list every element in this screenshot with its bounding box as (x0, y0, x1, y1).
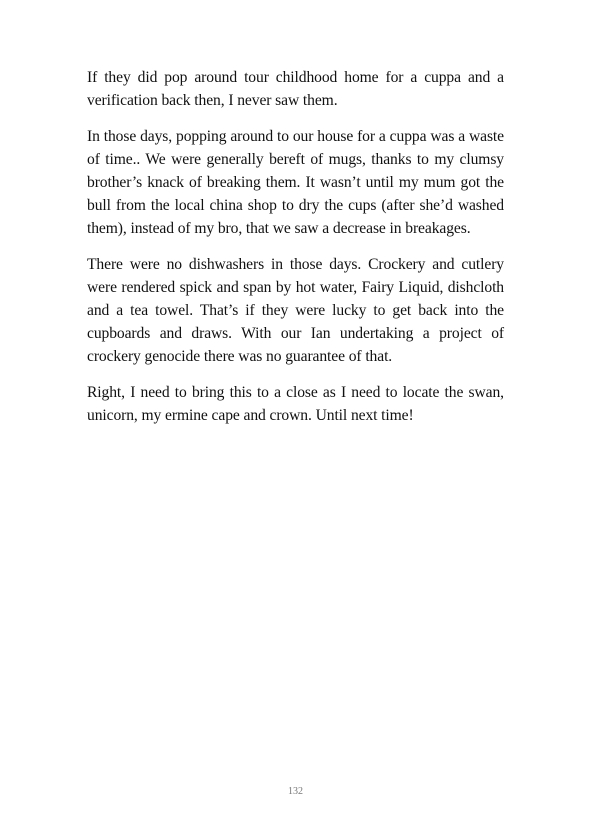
paragraph-2: In those days, popping around to our house for a cuppa was a waste of time.. We were generally bereft of mugs, thanks to my clumsy brother’s knack of breaking them. It wasn’t until my mum got the bull from the local china shop to dry the cups (after she’d washed them), instead of my bro, that we saw a decrease in breakages. (87, 128, 504, 237)
paragraph-1: If they did pop around tour childhood home for a cuppa and a verification back then, I never saw them. (87, 69, 504, 109)
paragraph-3: There were no dishwashers in those days. Crockery and cutlery were rendered spick and span by hot water, Fairy Liquid, dishcloth and a tea towel. That’s if they were lucky to get back into the cupboards and draws. With our Ian undertaking a project of crockery genocide there was no guarantee of that. (87, 256, 504, 365)
paragraph-4: Right, I need to bring this to a close as I need to locate the swan, unicorn, my ermine cape and crown. Until next time! (87, 384, 504, 424)
body-text (87, 66, 504, 440)
page-number: 132 (288, 786, 303, 797)
